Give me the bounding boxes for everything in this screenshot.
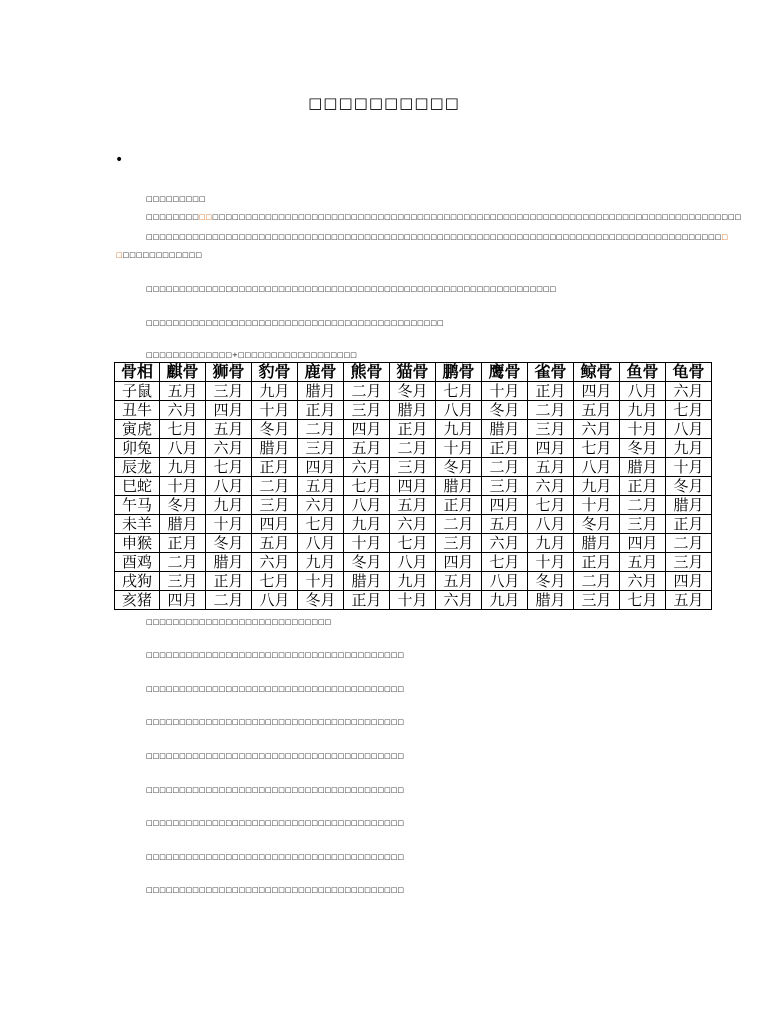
paragraph-2-cont-highlight: □ [116,251,123,259]
paragraph-5: □□□□□□□□□□□□□+□□□□□□□□□□□□□□□□□□ [146,351,357,359]
table-cell: 八月 [528,515,574,534]
table-cell: 十月 [252,401,298,420]
table-row-label: 未羊 [115,515,160,534]
table-row-label: 申猴 [115,534,160,553]
bone-month-table [114,362,712,610]
table-cell: 七月 [528,496,574,515]
table-cell: 五月 [298,477,344,496]
table-cell: 三月 [666,553,712,572]
table-cell: 五月 [206,420,252,439]
table-cell: 九月 [160,458,206,477]
table-cell: 四月 [574,382,620,401]
table-body [115,382,712,610]
table-cell: 正月 [528,382,574,401]
table-cell: 正月 [574,553,620,572]
table-row [115,458,712,477]
table-cell: 七月 [574,439,620,458]
table-cell: 冬月 [666,477,712,496]
table-cell: 冬月 [390,382,436,401]
table-cell: 二月 [160,553,206,572]
paragraph-1-text-a: □□□□□□□□ [146,213,199,221]
table-cell: 冬月 [252,420,298,439]
table-row-label: 丑牛 [115,401,160,420]
table-cell: 二月 [390,439,436,458]
table-cell: 六月 [482,534,528,553]
table-cell: 冬月 [574,515,620,534]
table-cell: 三月 [620,515,666,534]
table-row [115,515,712,534]
table-cell: 七月 [206,458,252,477]
table-header-cell: 鱼骨 [620,363,666,382]
table-row [115,382,712,401]
table-header-cell: 雀骨 [528,363,574,382]
table-cell: 三月 [344,401,390,420]
table-cell: 腊月 [528,591,574,610]
list-line: □□□□□□□□□□□□□□□□□□□□□□□□□□□□□□□□□□□□□□□ [146,685,404,693]
table-cell: 二月 [666,534,712,553]
table-cell: 十月 [390,591,436,610]
table-cell: 九月 [344,515,390,534]
table-cell: 九月 [574,477,620,496]
table-cell: 四月 [252,515,298,534]
table-cell: 十月 [574,496,620,515]
table-cell: 二月 [298,420,344,439]
table-cell: 正月 [390,420,436,439]
table-cell: 六月 [574,420,620,439]
table-cell: 二月 [252,477,298,496]
table-cell: 六月 [160,401,206,420]
table-cell: 正月 [206,572,252,591]
table-cell: 十月 [528,553,574,572]
table-cell: 八月 [160,439,206,458]
table-cell: 正月 [160,534,206,553]
table-cell: 六月 [620,572,666,591]
table-header-cell: 鹿骨 [298,363,344,382]
paragraph-4: □□□□□□□□□□□□□□□□□□□□□□□□□□□□□□□□□□□□□□□□□□□□□ [146,319,444,327]
table-cell: 十月 [206,515,252,534]
table-cell: 六月 [298,496,344,515]
paragraph-1 [146,213,742,221]
table-cell: 七月 [436,382,482,401]
list-line: □□□□□□□□□□□□□□□□□□□□□□□□□□□□□□□□□□□□□□□ [146,819,404,827]
table-cell: 二月 [482,458,528,477]
table-cell: 十月 [620,420,666,439]
table-cell: 正月 [252,458,298,477]
table-cell: 二月 [528,401,574,420]
table-cell: 四月 [206,401,252,420]
table-cell: 四月 [528,439,574,458]
table-cell: 腊月 [482,420,528,439]
table-cell: 正月 [666,515,712,534]
table-header-cell: 龟骨 [666,363,712,382]
page-title: □□□□□□□□□□ [308,94,460,112]
table-cell: 腊月 [620,458,666,477]
table-cell: 八月 [666,420,712,439]
table-cell: 三月 [482,477,528,496]
table-cell: 八月 [574,458,620,477]
paragraph-2-continued [116,251,202,259]
table-cell: 冬月 [620,439,666,458]
table-cell: 三月 [574,591,620,610]
table-cell: 八月 [298,534,344,553]
table-header-cell: 狮骨 [206,363,252,382]
paragraph-1-text-b: □□□□□□□□□□□□□□□□□□□□□□□□□□□□□□□□□□□□□□□□□□□□□□□□□□□□□□□□□□□□□□□□□□□□□□□□□□□□□□□□ [212,213,742,221]
table-cell: 三月 [206,382,252,401]
bone-month-table-wrapper [114,362,736,610]
table-cell: 八月 [344,496,390,515]
table-header-cell: 豹骨 [252,363,298,382]
table-row [115,477,712,496]
table-cell: 四月 [436,553,482,572]
table-cell: 六月 [528,477,574,496]
table-cell: 十月 [482,382,528,401]
intro-heading: □□□□□□□□□ [146,195,206,203]
table-cell: 腊月 [344,572,390,591]
table-cell: 冬月 [436,458,482,477]
table-cell: 正月 [298,401,344,420]
table-row [115,534,712,553]
table-cell: 腊月 [206,553,252,572]
table-cell: 腊月 [298,382,344,401]
table-cell: 腊月 [436,477,482,496]
table-row [115,401,712,420]
table-header-cell: 猫骨 [390,363,436,382]
table-cell: 八月 [390,553,436,572]
table-cell: 八月 [436,401,482,420]
table-header-cell: 麒骨 [160,363,206,382]
paragraph-1-highlight: □□ [198,213,213,221]
table-cell: 正月 [620,477,666,496]
table-cell: 十月 [298,572,344,591]
table-row-label: 亥猪 [115,591,160,610]
table-header-cell: 熊骨 [344,363,390,382]
table-cell: 二月 [574,572,620,591]
table-cell: 二月 [620,496,666,515]
table-cell: 三月 [390,458,436,477]
table-cell: 腊月 [574,534,620,553]
table-cell: 九月 [436,420,482,439]
table-cell: 十月 [666,458,712,477]
table-cell: 八月 [482,572,528,591]
paragraph-2-cont-text: □□□□□□□□□□□□ [122,251,202,259]
table-cell: 四月 [482,496,528,515]
table-header-corner: 骨相 [115,363,160,382]
table-cell: 二月 [344,382,390,401]
table-row-label: 辰龙 [115,458,160,477]
table-cell: 七月 [160,420,206,439]
table-cell: 冬月 [344,553,390,572]
table-cell: 七月 [298,515,344,534]
table-cell: 九月 [298,553,344,572]
table-header-row [115,363,712,382]
table-cell: 七月 [390,534,436,553]
table-cell: 腊月 [160,515,206,534]
table-cell: 三月 [298,439,344,458]
table-cell: 五月 [528,458,574,477]
table-cell: 十月 [344,534,390,553]
table-row [115,591,712,610]
table-header-cell: 鹰骨 [482,363,528,382]
paragraph-2 [146,233,729,241]
table-cell: 七月 [482,553,528,572]
table-cell: 七月 [666,401,712,420]
table-cell: 五月 [344,439,390,458]
table-cell: 冬月 [206,534,252,553]
table-cell: 六月 [206,439,252,458]
table-row [115,439,712,458]
table-cell: 五月 [390,496,436,515]
table-cell: 九月 [482,591,528,610]
table-cell: 六月 [390,515,436,534]
table-cell: 十月 [160,477,206,496]
table-cell: 五月 [252,534,298,553]
table-cell: 九月 [666,439,712,458]
list-line: □□□□□□□□□□□□□□□□□□□□□□□□□□□□□□□□□□□□□□□ [146,886,404,894]
list-line: □□□□□□□□□□□□□□□□□□□□□□□□□□□□□□□□□□□□□□□ [146,718,404,726]
table-cell: 五月 [160,382,206,401]
table-header-cell: 鹏骨 [436,363,482,382]
table-cell: 三月 [252,496,298,515]
table-cell: 二月 [436,515,482,534]
paragraph-2-highlight: □ [721,233,729,241]
table-cell: 六月 [252,553,298,572]
table-cell: 四月 [390,477,436,496]
table-cell: 八月 [252,591,298,610]
table-cell: 冬月 [298,591,344,610]
table-row-label: 巳蛇 [115,477,160,496]
list-line: □□□□□□□□□□□□□□□□□□□□□□□□□□□□□□□□□□□□□□□ [146,752,404,760]
table-cell: 腊月 [666,496,712,515]
table-cell: 二月 [206,591,252,610]
table-cell: 四月 [298,458,344,477]
table-cell: 五月 [666,591,712,610]
table-cell: 三月 [436,534,482,553]
table-cell: 四月 [344,420,390,439]
table-cell: 七月 [620,591,666,610]
table-cell: 五月 [482,515,528,534]
list-line: □□□□□□□□□□□□□□□□□□□□□□□□□□□□□□□□□□□□□□□ [146,786,404,794]
table-cell: 九月 [620,401,666,420]
table-cell: 九月 [390,572,436,591]
paragraph-3: □□□□□□□□□□□□□□□□□□□□□□□□□□□□□□□□□□□□□□□□□□□□□□□□□□□□□□□□□□□□□□ [146,285,557,293]
table-row-label: 午马 [115,496,160,515]
table-cell: 十月 [436,439,482,458]
table-row-label: 酉鸡 [115,553,160,572]
table-cell: 六月 [436,591,482,610]
table-cell: 五月 [436,572,482,591]
table-cell: 冬月 [160,496,206,515]
table-cell: 七月 [252,572,298,591]
table-row-label: 寅虎 [115,420,160,439]
after-table-text: □□□□□□□□□□□□□□□□□□□□□□□□□□□□ [146,618,332,626]
table-cell: 冬月 [528,572,574,591]
table-cell: 六月 [344,458,390,477]
table-row-label: 戌狗 [115,572,160,591]
table-cell: 九月 [252,382,298,401]
list-line: □□□□□□□□□□□□□□□□□□□□□□□□□□□□□□□□□□□□□□□ [146,651,404,659]
table-header-cell: 鲸骨 [574,363,620,382]
table-cell: 九月 [206,496,252,515]
table-row [115,420,712,439]
table-row [115,496,712,515]
table-cell: 冬月 [482,401,528,420]
table-cell: 九月 [528,534,574,553]
table-row [115,553,712,572]
table-cell: 四月 [666,572,712,591]
bullet-point: • [115,152,124,168]
table-cell: 腊月 [390,401,436,420]
list-line: □□□□□□□□□□□□□□□□□□□□□□□□□□□□□□□□□□□□□□□ [146,853,404,861]
table-cell: 正月 [436,496,482,515]
table-cell: 八月 [620,382,666,401]
table-cell: 八月 [206,477,252,496]
table-cell: 四月 [620,534,666,553]
table-cell: 三月 [528,420,574,439]
table-cell: 六月 [666,382,712,401]
table-cell: 腊月 [252,439,298,458]
table-cell: 五月 [620,553,666,572]
table-cell: 七月 [344,477,390,496]
table-cell: 正月 [482,439,528,458]
table-row-label: 子鼠 [115,382,160,401]
paragraph-2-text: □□□□□□□□□□□□□□□□□□□□□□□□□□□□□□□□□□□□□□□□□□□□□□□□□□□□□□□□□□□□□□□□□□□□□□□□□□□□□□□□□□□□□□□ [146,233,722,241]
table-cell: 三月 [160,572,206,591]
table-row [115,572,712,591]
table-row-label: 卯兔 [115,439,160,458]
table-cell: 四月 [160,591,206,610]
table-cell: 五月 [574,401,620,420]
table-cell: 正月 [344,591,390,610]
